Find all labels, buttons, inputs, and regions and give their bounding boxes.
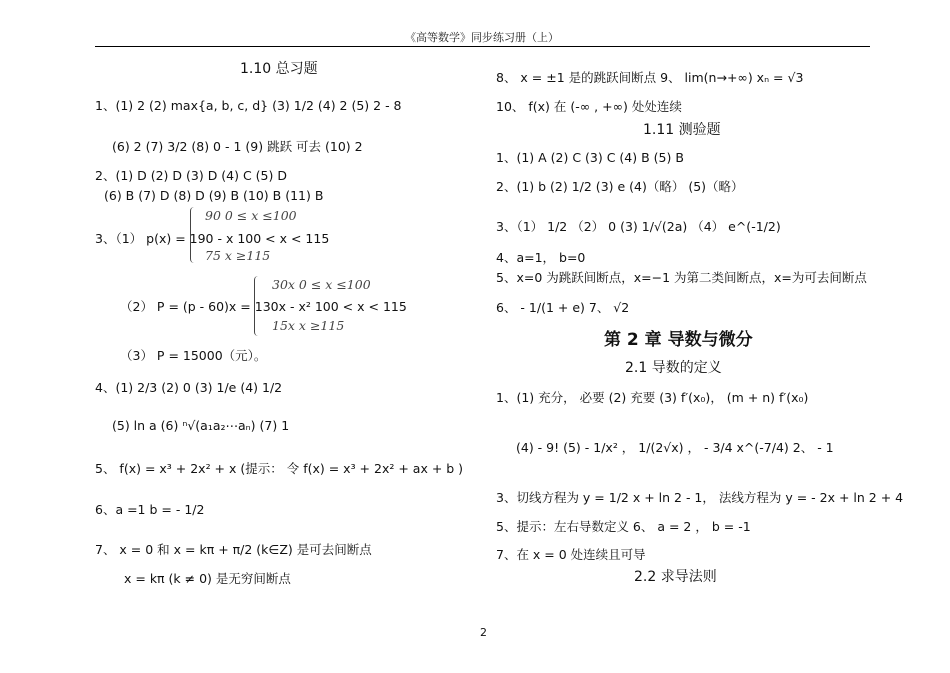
section-title-2-1: 2.1 导数的定义 xyxy=(625,360,722,376)
piecewise-p-row1: 90 0 ≤ x ≤100 xyxy=(205,208,297,223)
answer-2: 2、(1) D (2) D (3) D (4) C (5) D xyxy=(95,168,287,183)
answer-7-cont: x = kπ (k ≠ 0) 是无穷间断点 xyxy=(124,571,291,586)
answer-3-2: （2） P = (p - 60)x = 130x - x² 100 < x < 115 xyxy=(120,299,407,314)
section-title-1-11: 1.11 测验题 xyxy=(643,122,721,138)
answer-10: 10、 f(x) 在 (-∞ , +∞) 处处连续 xyxy=(496,99,682,114)
piecewise-brace xyxy=(190,207,196,263)
section-title-2-2: 2.2 求导法则 xyxy=(634,569,717,585)
test-answer-6-7: 6、 - 1/(1 + e) 7、 √2 xyxy=(496,300,630,315)
answer-7: 7、 x = 0 和 x = kπ + π/2 (k∈Z) 是可去间断点 xyxy=(95,542,372,557)
header-rule xyxy=(95,46,870,47)
piecewise-p-row3: 75 x ≥115 xyxy=(205,248,271,263)
piecewise-brace-2 xyxy=(254,276,260,336)
deriv-answer-1-cont: (4) - 9! (5) - 1/x² ， 1/(2√x) ， - 3/4 x^(-7/4) 2、 - 1 xyxy=(516,440,834,455)
page-number: 2 xyxy=(480,626,487,639)
answer-4-cont: (5) ln a (6) ⁿ√(a₁a₂⋯aₙ) (7) 1 xyxy=(112,418,290,433)
deriv-answer-7: 7、在 x = 0 处连续且可导 xyxy=(496,547,646,562)
answer-5: 5、 f(x) = x³ + 2x² + x (提示： 令 f(x) = x³ + 2x² + ax + b ) xyxy=(95,461,464,476)
answer-1-cont: (6) 2 (7) 3/2 (8) 0 - 1 (9) 跳跃 可去 (10) 2 xyxy=(112,139,363,154)
chapter-title: 第 2 章 导数与微分 xyxy=(604,330,753,350)
answer-8-9: 8、 x = ±1 是的跳跃间断点 9、 lim(n→+∞) xₙ = √3 xyxy=(496,70,804,85)
answer-6: 6、a =1 b = - 1/2 xyxy=(95,502,205,517)
test-answer-4: 4、a=1， b=0 xyxy=(496,250,586,265)
answer-4: 4、(1) 2/3 (2) 0 (3) 1/e (4) 1/2 xyxy=(95,380,283,395)
test-answer-1: 1、(1) A (2) C (3) C (4) B (5) B xyxy=(496,150,684,165)
test-answer-5: 5、x=0 为跳跃间断点，x=−1 为第二类间断点，x=为可去间断点 xyxy=(496,270,867,285)
piecewise-P-row1: 30x 0 ≤ x ≤100 xyxy=(272,277,371,292)
deriv-answer-3: 3、切线方程为 y = 1/2 x + ln 2 - 1， 法线方程为 y = - 2x + ln 2 + 4 xyxy=(496,490,904,505)
deriv-answer-1: 1、(1) 充分， 必要 (2) 充要 (3) f′(x₀)， (m + n) f′(x₀) xyxy=(496,390,809,405)
answer-3-1: 3、（1） p(x) = 190 - x 100 < x < 115 xyxy=(95,231,330,246)
answer-3-3: （3） P = 15000（元）。 xyxy=(120,348,267,363)
answer-2-cont: (6) B (7) D (8) D (9) B (10) B (11) B xyxy=(104,188,324,203)
section-title-1-10: 1.10 总习题 xyxy=(240,61,318,77)
test-answer-2: 2、(1) b (2) 1/2 (3) e (4)（略） (5)（略） xyxy=(496,179,744,194)
test-answer-3: 3、（1） 1/2 （2） 0 (3) 1/√(2a) （4） e^(-1/2) xyxy=(496,219,781,234)
answer-1: 1、(1) 2 (2) max{a, b, c, d} (3) 1/2 (4) 2 (5) 2 - 8 xyxy=(95,98,402,113)
deriv-answer-5-6: 5、提示：左右导数定义 6、 a = 2 ， b = -1 xyxy=(496,519,751,534)
page-header: 《高等数学》同步练习册（上） xyxy=(405,31,559,44)
piecewise-P-row3: 15x x ≥115 xyxy=(272,318,345,333)
